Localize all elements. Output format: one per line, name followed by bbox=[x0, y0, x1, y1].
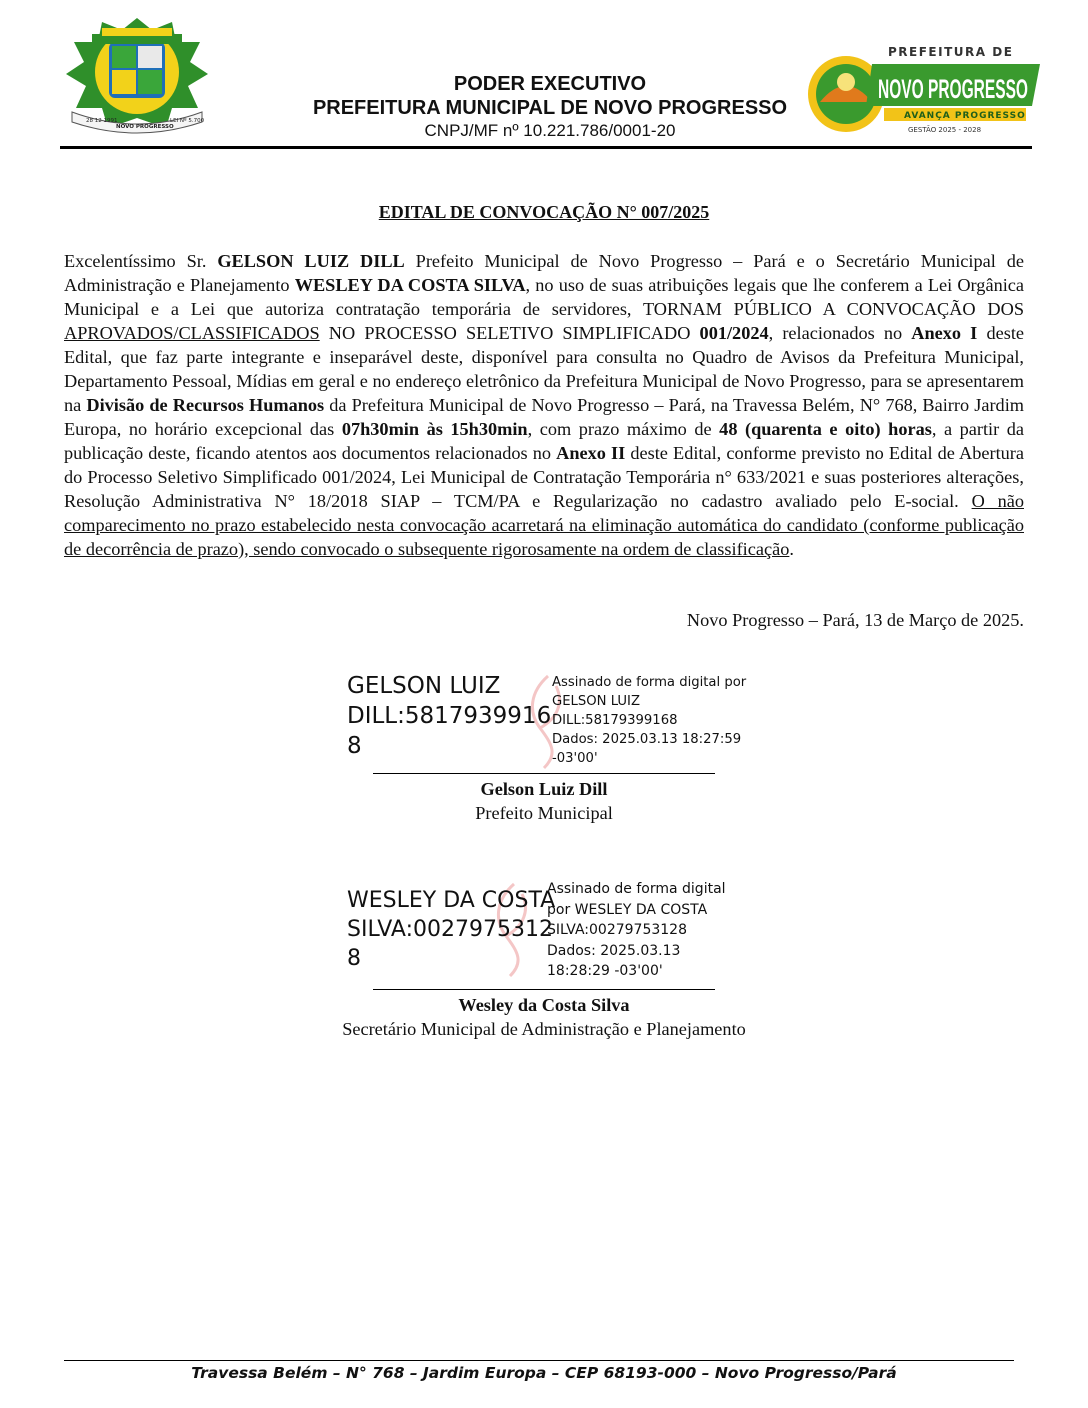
signer-2-name-large: WESLEY DA COSTA SILVA:0027975312 8 bbox=[347, 888, 556, 971]
signer-1-name-large: GELSON LUIZ DILL:5817939916 8 bbox=[347, 673, 552, 759]
annex-1-bold: Anexo I bbox=[911, 323, 978, 343]
signer-1-digital-signature-details: Assinado de forma digital por GELSON LUIZ DILL:58179399168 Dados: 2025.03.13 18:27:59 -03'00' bbox=[552, 675, 747, 766]
body-text: , com prazo máximo de bbox=[527, 419, 720, 439]
place-date-line: Novo Progresso – Pará, 13 de Março de 2025. bbox=[686, 610, 1024, 630]
signature-line-2 bbox=[373, 989, 715, 990]
crest-year-text: 28 12 1991 bbox=[86, 118, 118, 124]
header-line-2: PREFEITURA MUNICIPAL DE NOVO PROGRESSO bbox=[312, 97, 788, 119]
body-text: deste Edital, que faz parte integrante e inseparável deste, disponível para consulta no Quadro de Avisos da Prefeitura Municipal, Departamento Pessoal, Mídias em geral e no endereço eletrônico da Prefeitura Municipal de Novo Progresso, para se apresentarem na bbox=[64, 323, 1025, 415]
hours-bold: 07h30min às 15h30min bbox=[341, 419, 528, 439]
logo-slogan-text: AVANÇA PROGRESSO bbox=[904, 111, 1026, 121]
approved-underlined: APROVADOS/CLASSIFICADOS bbox=[64, 323, 320, 343]
body-text: . bbox=[789, 539, 794, 559]
footer-address: Travessa Belém – N° 768 – Jardim Europa – CEP 68193-000 – Novo Progresso/Pará bbox=[191, 1364, 897, 1382]
municipal-crest-logo bbox=[62, 16, 212, 134]
elimination-warning-underlined: O não comparecimento no prazo estabelecido nesta convocação acarretará na eliminação automática do candidato (conforme publicação de decorrência de prazo), sendo convocado o subsequente rigorosamente na ordem de classificação bbox=[64, 491, 1024, 559]
notice-body-paragraph bbox=[64, 249, 1024, 561]
hr-division-bold: Divisão de Recursos Humanos bbox=[86, 395, 325, 415]
footer-divider bbox=[64, 1360, 1014, 1361]
document-title: EDITAL DE CONVOCAÇÃO N° 007/2025 bbox=[378, 202, 710, 222]
secretary-name-bold: WESLEY DA COSTA SILVA bbox=[294, 275, 526, 295]
crest-law-text: LEI Nº 5.700 bbox=[170, 118, 205, 124]
signer-2-digital-signature-details: Assinado de forma digital por WESLEY DA COSTA SILVA:00279753128 Dados: 2025.03.13 18:28:29 -03'00' bbox=[547, 881, 726, 979]
letterhead bbox=[60, 10, 1032, 148]
body-text: , no uso de suas atribuições legais que lhe conferem a Lei Orgânica Municipal e a Lei que autoriza contratação temporária de servidores, TORNAM PÚBLICO A CONVOCAÇÃO DOS bbox=[64, 275, 1025, 319]
annex-2-bold: Anexo II bbox=[556, 443, 626, 463]
body-text: NO PROCESSO SELETIVO SIMPLIFICADO bbox=[319, 323, 700, 343]
body-text: , a partir da publicação deste, ficando atentos aos documentos relacionados no bbox=[64, 419, 1024, 463]
mayor-name-bold: GELSON LUIZ DILL bbox=[217, 251, 405, 271]
body-text: , relacionados no bbox=[768, 323, 912, 343]
signer-2-name: Wesley da Costa Silva bbox=[458, 995, 630, 1015]
signature-line-1 bbox=[373, 773, 715, 774]
deadline-bold: 48 (quarenta e oito) horas bbox=[719, 419, 932, 439]
body-text: da Prefeitura Municipal de Novo Progresso – Pará, na Travessa Belém, N° 768, Bairro Jardim Europa, no horário excepcional das bbox=[64, 395, 1024, 439]
body-text: deste Edital, conforme previsto no Edital de Abertura do Processo Seletivo Simplificado 001/2024, Lei Municipal de Contratação Temporária n° 633/2021 e suas posteriores alterações, Resolução Administrativa N° 18/2018 SIAP – TCM/PA e Regularização no cadastro avaliado pelo E-social. bbox=[64, 443, 1024, 511]
process-number-bold: 001/2024 bbox=[699, 323, 769, 343]
crest-banner-text: NOVO PROGRESSO bbox=[116, 124, 174, 130]
logo-main-text: NOVO PROGRESSO bbox=[878, 74, 1028, 104]
header-divider bbox=[60, 146, 1032, 149]
body-text: Prefeito Municipal de Novo Progresso – Pará e o Secretário Municipal de Administração e Planejamento bbox=[64, 251, 1024, 295]
logo-term-text: GESTÃO 2025 - 2028 bbox=[908, 126, 982, 134]
logo-top-text: PREFEITURA DE bbox=[888, 45, 1014, 59]
signer-2-role: Secretário Municipal de Administração e Planejamento bbox=[342, 1019, 746, 1039]
signer-1-name: Gelson Luiz Dill bbox=[480, 779, 608, 799]
header-line-1: PODER EXECUTIVO bbox=[453, 73, 647, 95]
letterhead-text bbox=[270, 72, 830, 142]
signer-1-role: Prefeito Municipal bbox=[475, 803, 613, 823]
body-text: Excelentíssimo Sr. bbox=[64, 251, 218, 271]
administration-logo bbox=[806, 42, 1042, 142]
header-cnpj: CNPJ/MF nº 10.221.786/0001-20 bbox=[424, 121, 676, 140]
